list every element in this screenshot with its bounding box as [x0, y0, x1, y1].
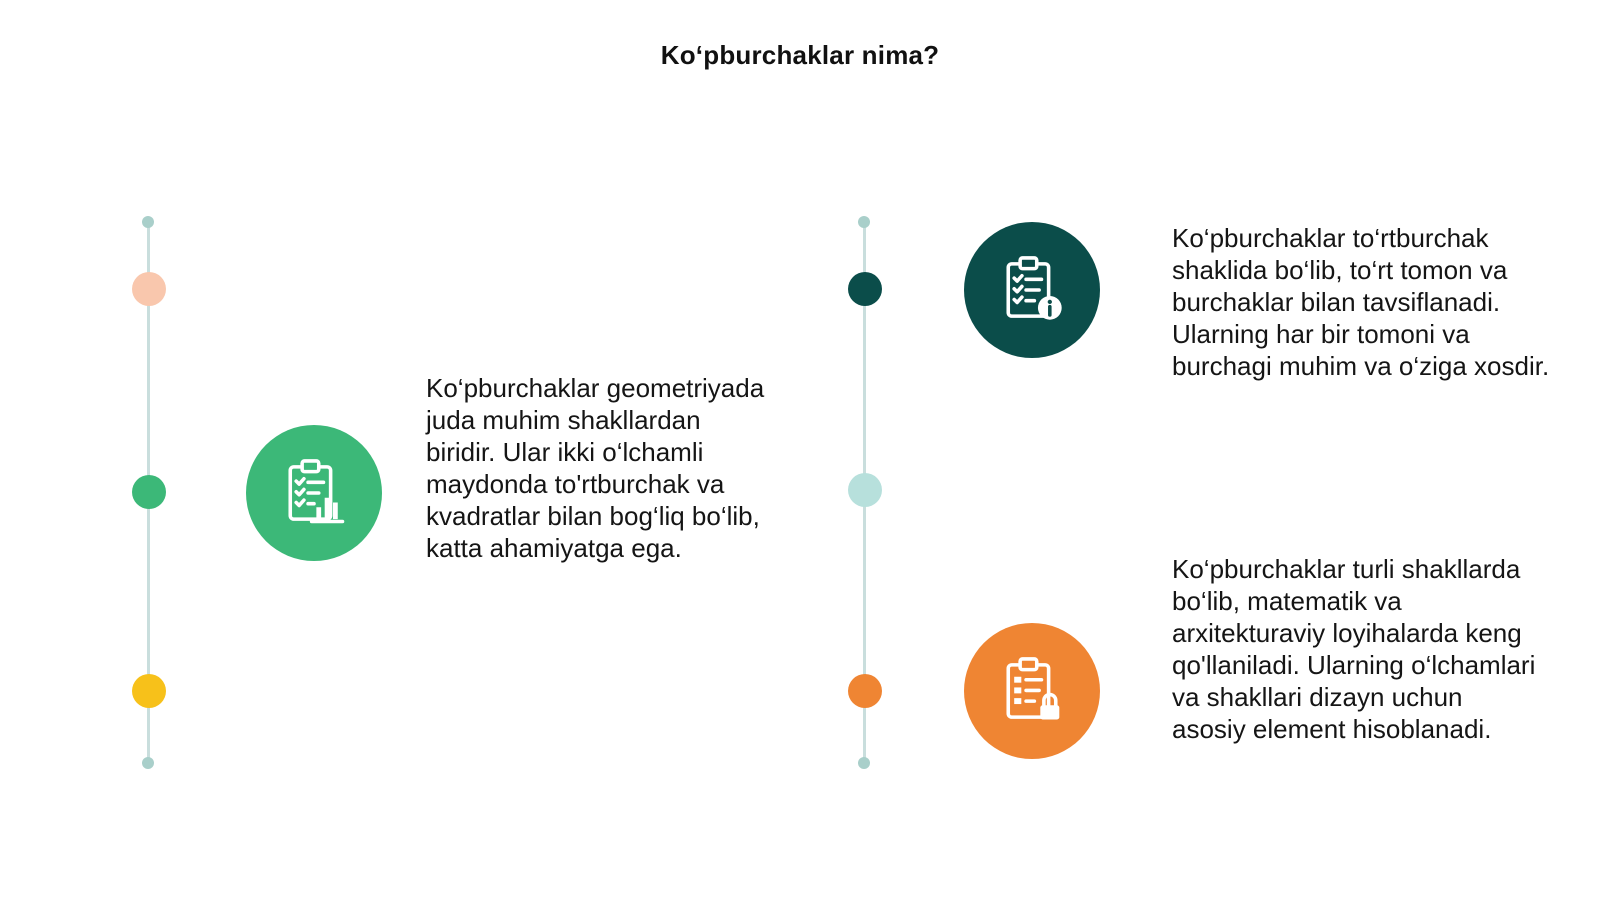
timeline-dot-orange — [848, 674, 882, 708]
item-text-3: Ko‘pburchaklar turli shakllarda bo‘lib, matematik va arxitekturaviy loyihalarda keng qo'llaniladi. Ularning o‘lchamlari va shakllari dizayn uchun asosiy element hisoblanadi. — [1172, 554, 1536, 744]
clipboard-info-icon — [964, 222, 1100, 358]
item-text-2: Ko‘pburchaklar to‘rtburchak shaklida bo‘lib, to‘rt tomon va burchaklar bilan tavsiflanadi. Ularning har bir tomoni va burchagi muhim va o‘ziga xosdir. — [1172, 223, 1550, 381]
timeline-dot-yellow — [132, 674, 166, 708]
item-text-1: Ko‘pburchaklar geometriyada juda muhim shakllardan biridir. Ular ikki o‘lchamli maydonda to'rtburchak va kvadratlar bilan bog‘liq bo‘lib, katta ahamiyatga ega. — [426, 373, 765, 563]
clipboard-lock-icon — [964, 623, 1100, 759]
timeline-dot-peach — [132, 272, 166, 306]
timeline-cap-bottom — [858, 757, 870, 769]
page-title: Ko‘pburchaklar nima? — [660, 40, 940, 70]
clipboard-chart-icon — [246, 425, 382, 561]
timeline-cap-top — [858, 216, 870, 228]
timeline-dot-light-teal — [848, 473, 882, 507]
timeline-cap-top — [142, 216, 154, 228]
timeline-dot-dark-teal — [848, 272, 882, 306]
timeline-cap-bottom — [142, 757, 154, 769]
timeline-dot-green — [132, 475, 166, 509]
